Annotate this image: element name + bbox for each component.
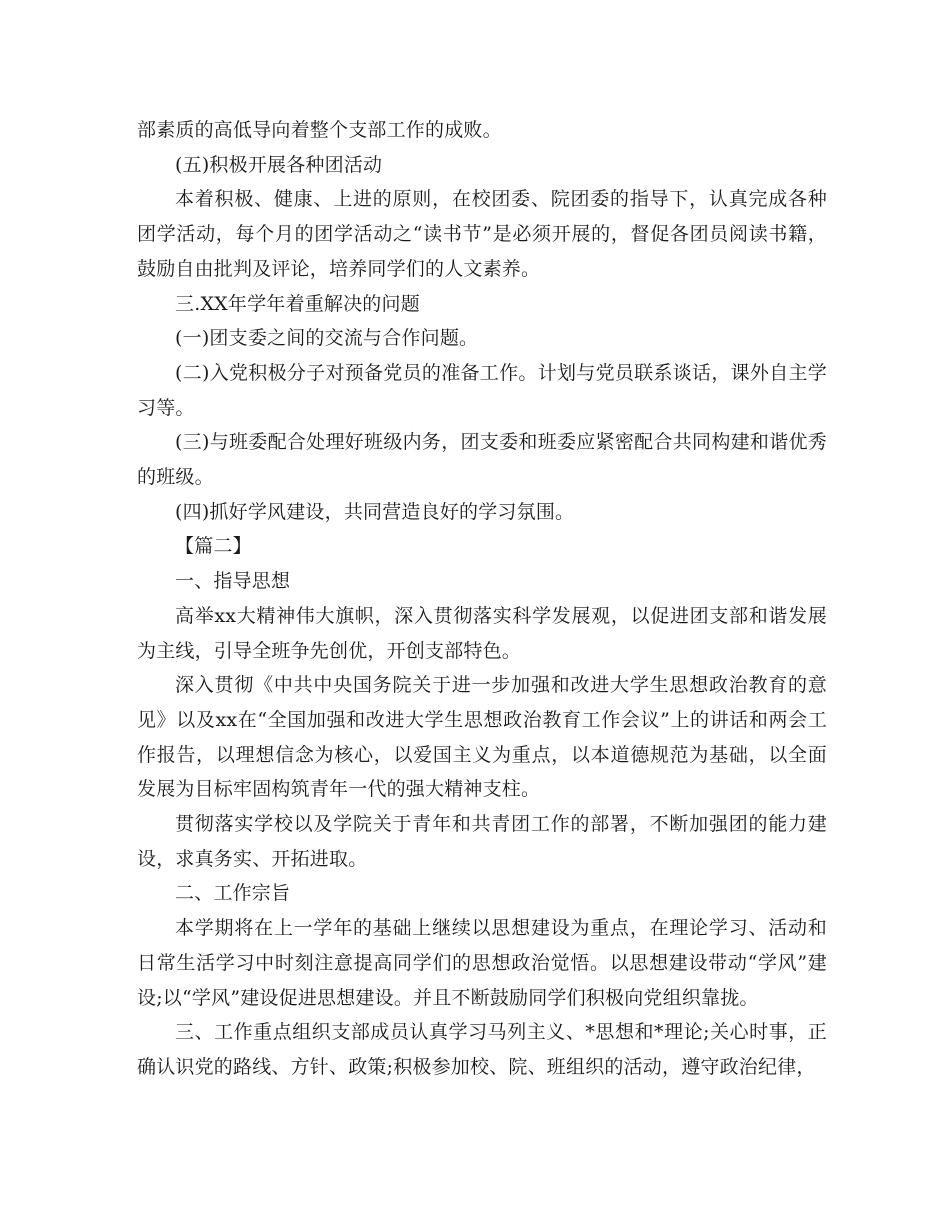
document-body [137,113,827,1085]
paragraph: 贯彻落实学校以及学院关于青年和共青团工作的部署，不断加强团的能力建设，求真务实、开拓进取。 [137,813,827,870]
paragraph: 深入贯彻《中共中央国务院关于进一步加强和改进大学生思想政治教育的意见》以及xx在“全国加强和改进大学生思想政治教育工作会议”上的讲话和两会工作报告，以理想信念为核心，以爱国主义为重点，以本道德规范为基础，以全面发展为目标牢固构筑青年一代的强大精神支柱。 [137,674,827,801]
section-heading: 二、工作宗旨 [175,882,291,905]
paragraph: 本学期将在上一学年的基础上继续以思想建设为重点，在理论学习、活动和日常生活学习中时刻注意提高同学们的思想政治觉悟。以思想建设带动“学风”建设;以“学风”建设促进思想建设。并且不断鼓励同学们积极向党组织靠拢。 [137,917,827,1009]
list-item: (二)入党积极分子对预备党员的准备工作。计划与党员联系谈话，课外自主学习等。 [137,361,827,419]
paragraph: 高举xx大精神伟大旗帜，深入贯彻落实科学发展观，以促进团支部和谐发展为主线，引导全班争先创优，开创支部特色。 [137,604,827,662]
paragraph: 本着积极、健康、上进的原则，在校团委、院团委的指导下，认真完成各种团学活动，每个月的团学活动之“读书节”是必须开展的，督促各团员阅读书籍，鼓励自由批判及评论，培养同学们的人文素养。 [137,188,827,280]
part-heading: 【篇二】 [175,535,252,558]
section-heading: 三.XX年学年着重解决的问题 [175,292,420,315]
paragraph: 部素质的高低导向着整个支部工作的成败。 [137,119,502,141]
list-item: (一)团支委之间的交流与合作问题。 [175,327,479,350]
list-item: (四)抓好学风建设，共同营造良好的学习氛围。 [175,500,575,523]
section-heading: (五)积极开展各种团活动 [175,153,383,176]
section-heading: 一、指导思想 [175,570,291,593]
list-item: (三)与班委配合处理好班级内务，团支委和班委应紧密配合共同构建和谐优秀的班级。 [137,431,827,489]
paragraph: 三、工作重点组织支部成员认真学习马列主义、*思想和*理论;关心时事，正确认识党的路线、方针、政策;积极参加校、院、班组织的活动，遵守政治纪律， [137,1021,827,1078]
